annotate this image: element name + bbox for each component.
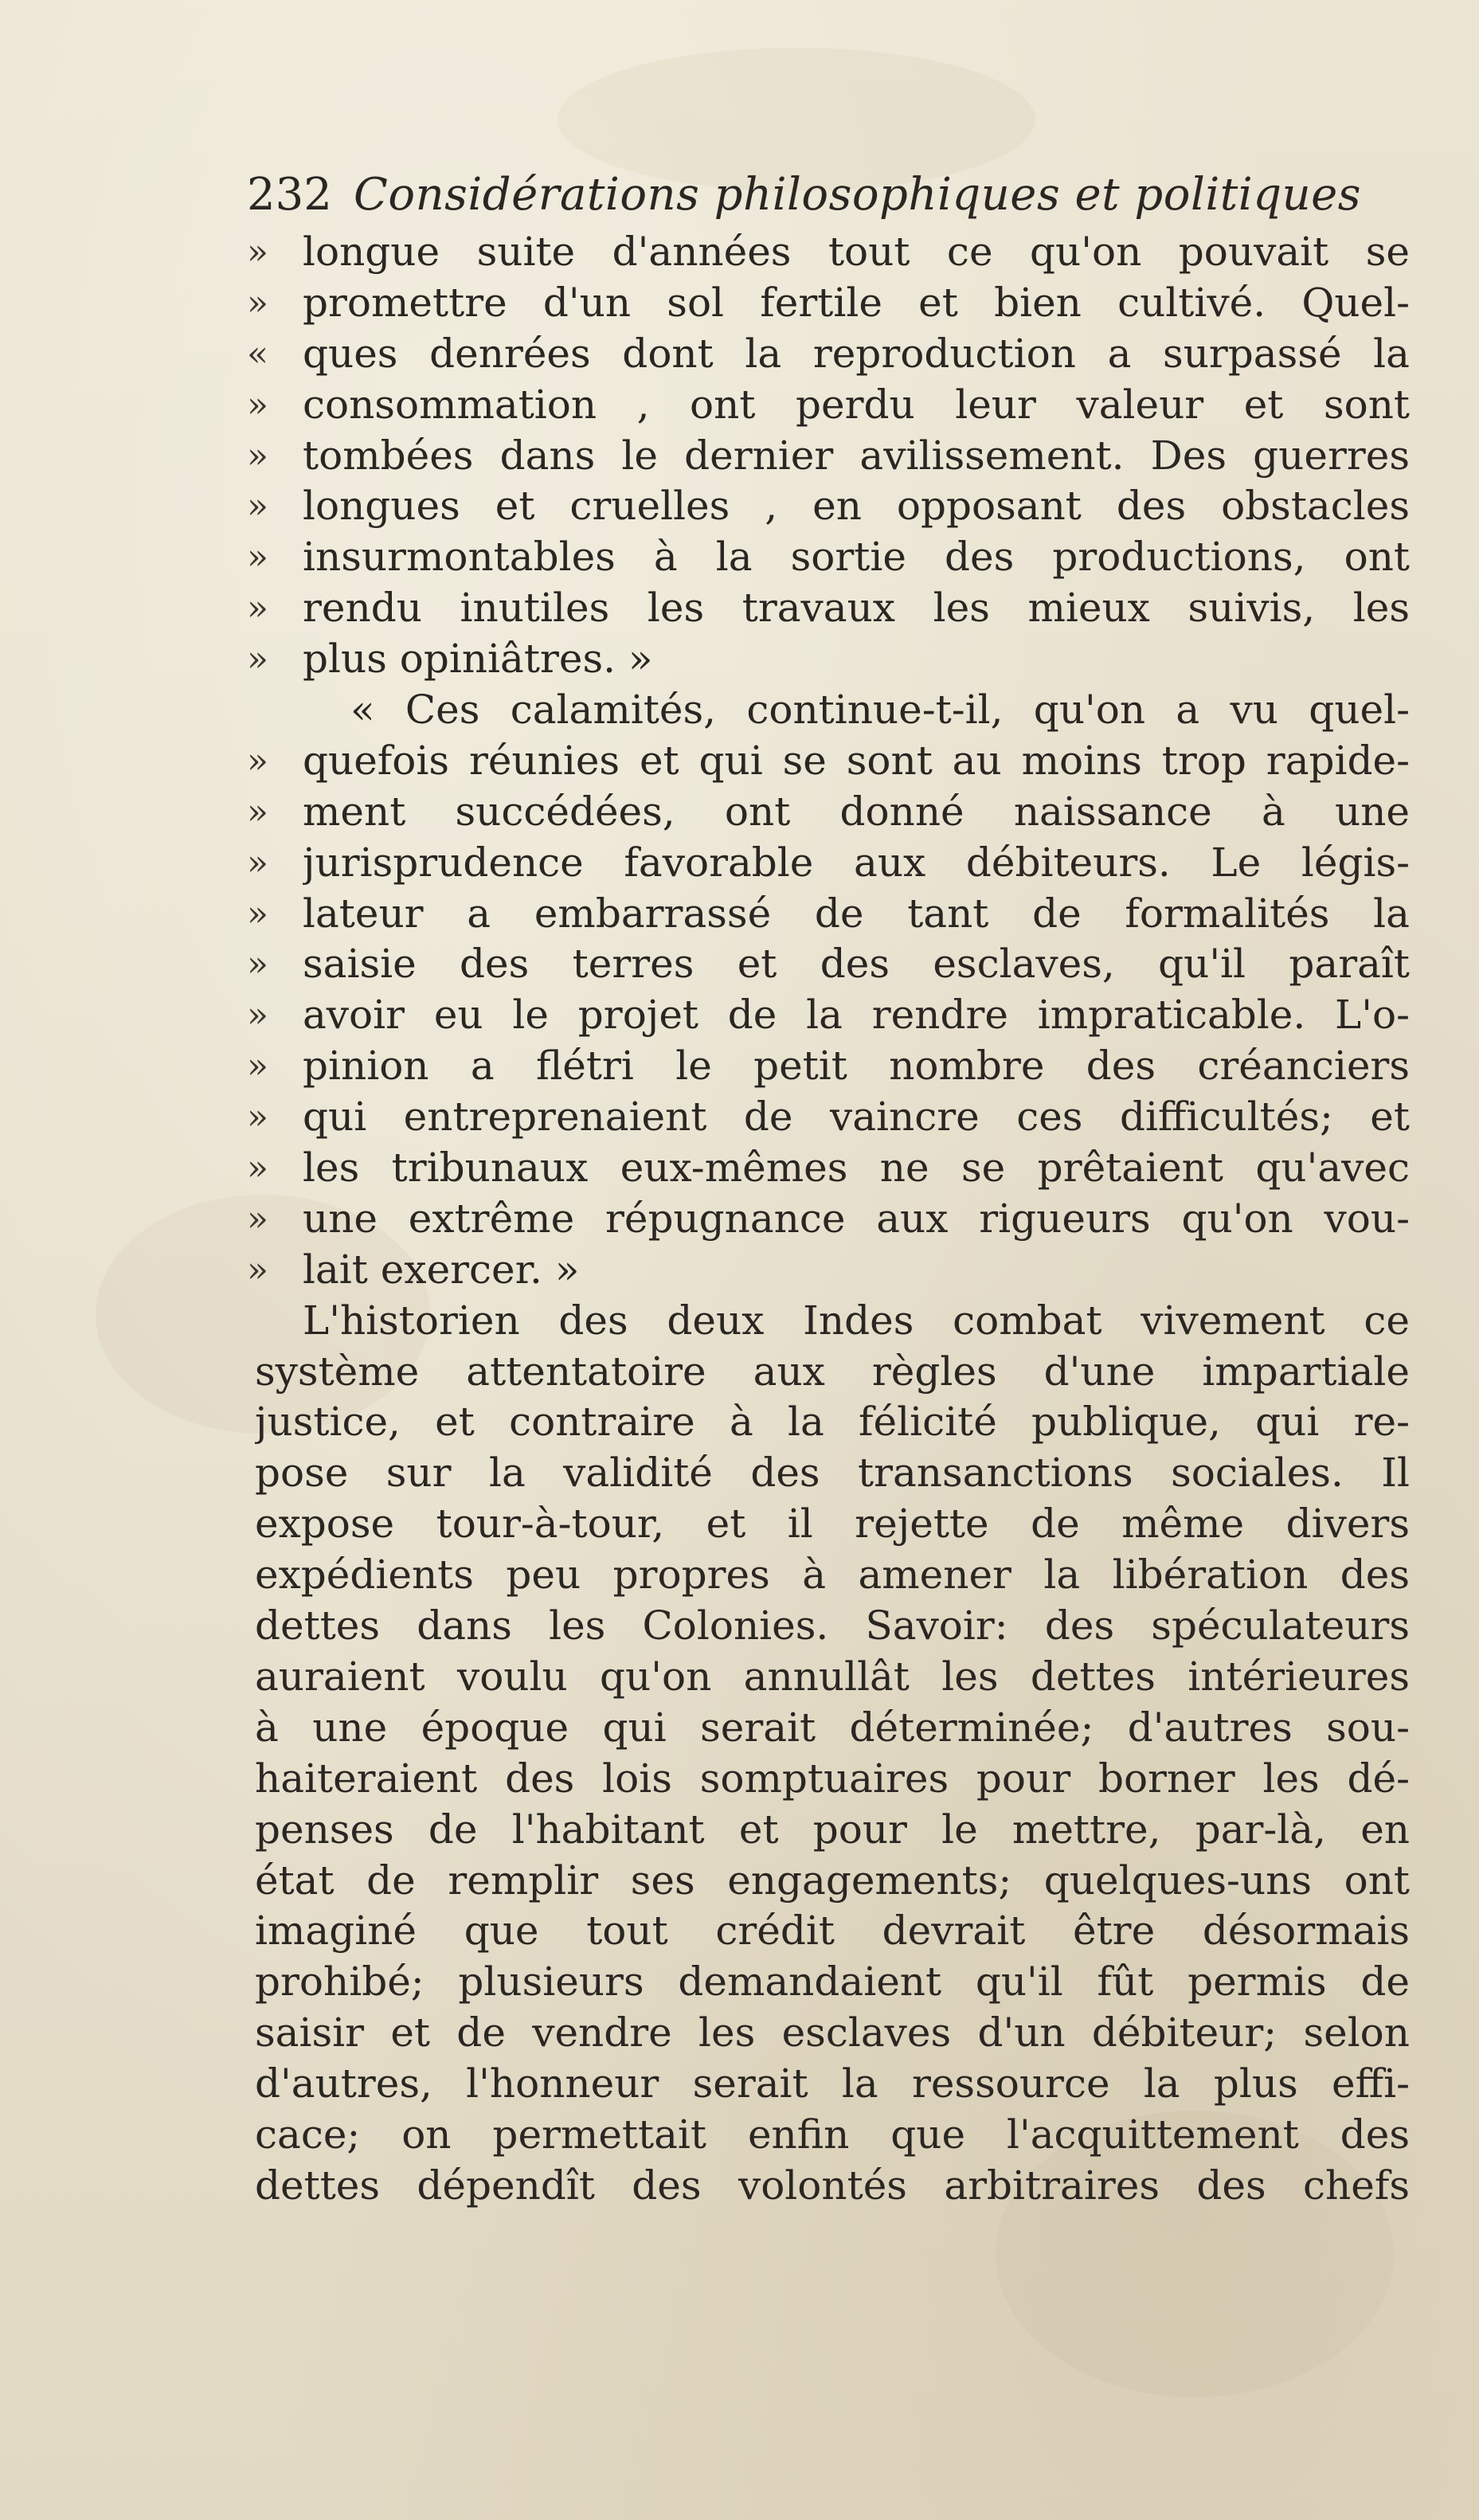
line-text: saisir et de vendre les esclaves d'un débiteur; selon	[255, 2009, 1410, 2056]
line-text: ques denrées dont la reproduction a surpassé la	[303, 330, 1410, 377]
text-line	[247, 838, 1410, 889]
text-line	[247, 2110, 1410, 2161]
line-text: une extrême répugnance aux rigueurs qu'on vou-	[303, 1195, 1410, 1242]
quote-mark: »	[247, 588, 268, 629]
text-line	[247, 227, 1410, 278]
line-text: dettes dépendît des volontés arbitraires des chefs	[255, 2162, 1410, 2209]
quote-mark: »	[247, 1097, 268, 1138]
quote-mark: »	[247, 486, 268, 527]
text-line	[247, 939, 1410, 990]
text-line	[247, 736, 1410, 787]
quote-mark: »	[247, 1148, 268, 1189]
quote-mark: »	[247, 435, 268, 476]
text-line	[247, 1092, 1410, 1143]
line-text: lait exercer. »	[303, 1246, 580, 1293]
line-text: consommation , ont perdu leur valeur et sont	[303, 381, 1410, 428]
line-text: insurmontables à la sortie des productions, ont	[303, 534, 1410, 581]
text-line	[247, 380, 1410, 431]
quote-mark: »	[247, 1249, 268, 1290]
text-line	[247, 1754, 1410, 1805]
text-line	[247, 685, 1410, 736]
line-text: quefois réunies et qui se sont au moins trop rapide-	[303, 737, 1410, 784]
line-text: promettre d'un sol fertile et bien cultivé. Quel-	[303, 279, 1410, 326]
text-line	[247, 2008, 1410, 2059]
text-line	[247, 431, 1410, 482]
line-text: avoir eu le projet de la rendre impraticable. L'o-	[303, 992, 1410, 1039]
line-text: qui entreprenaient de vaincre ces difficultés; et	[303, 1094, 1410, 1141]
text-line	[247, 634, 1410, 685]
line-text: rendu inutiles les travaux les mieux suivis, les	[303, 585, 1410, 632]
line-text: jurisprudence favorable aux débiteurs. Le légis-	[303, 839, 1410, 886]
quote-mark: »	[247, 791, 268, 832]
quote-mark: »	[247, 639, 268, 680]
line-text: ment succédées, ont donné naissance à une	[303, 788, 1410, 835]
quote-mark: »	[247, 995, 268, 1036]
text-line	[247, 532, 1410, 583]
line-text: les tribunaux eux-mêmes ne se prêtaient qu'avec	[303, 1145, 1410, 1192]
text-line	[247, 1601, 1410, 1652]
text-line	[247, 889, 1410, 940]
line-text: dettes dans les Colonies. Savoir: des spéculateurs	[255, 1602, 1410, 1649]
line-text: longues et cruelles , en opposant des obstacles	[303, 483, 1410, 530]
quote-mark: »	[247, 740, 268, 781]
quote-mark: »	[247, 842, 268, 883]
line-text: lateur a embarrassé de tant de formalités la	[303, 890, 1410, 937]
text-line	[247, 1652, 1410, 1703]
running-title: Considérations philosophiques et politiques	[354, 169, 1362, 221]
text-line	[247, 2161, 1410, 2212]
text-line	[247, 1906, 1410, 1957]
quote-mark: «	[247, 333, 268, 374]
text-line	[247, 1448, 1410, 1499]
text-line	[247, 481, 1410, 532]
text-line	[247, 1245, 1410, 1296]
line-text: état de remplir ses engagements; quelques-uns ont	[255, 1857, 1410, 1904]
text-line	[247, 329, 1410, 380]
line-text: expédients peu propres à amener la libération des	[255, 1552, 1410, 1598]
text-line	[247, 1194, 1410, 1245]
text-line	[247, 1296, 1410, 1347]
line-text: imaginé que tout crédit devrait être désormais	[255, 1908, 1410, 1955]
line-text: longue suite d'années tout ce qu'on pouvait se	[303, 229, 1410, 275]
quote-mark: »	[247, 944, 268, 985]
line-text: prohibé; plusieurs demandaient qu'il fût permis de	[255, 1958, 1410, 2005]
quote-mark: »	[247, 537, 268, 578]
text-line	[247, 1550, 1410, 1601]
text-line	[247, 2059, 1410, 2110]
page-text	[247, 163, 1410, 2212]
text-line	[247, 1143, 1410, 1194]
text-line	[247, 1703, 1410, 1754]
line-text: auraient voulu qu'on annullât les dettes intérieures	[255, 1653, 1410, 1700]
line-text: à une époque qui serait déterminée; d'autres sou-	[255, 1704, 1410, 1751]
line-text: cace; on permettait enfin que l'acquittement des	[255, 2111, 1410, 2158]
text-line	[247, 1397, 1410, 1448]
line-text: système attentatoire aux règles d'une impartiale	[255, 1348, 1410, 1395]
text-line	[247, 583, 1410, 634]
text-line	[247, 787, 1410, 838]
quote-mark: »	[247, 232, 268, 272]
line-text: penses de l'habitant et pour le mettre, par-là, en	[255, 1806, 1410, 1853]
page-header	[247, 163, 1410, 227]
text-line	[247, 1856, 1410, 1907]
line-text: expose tour-à-tour, et il rejette de même divers	[255, 1501, 1410, 1548]
text-line	[247, 278, 1410, 329]
line-text: pose sur la validité des transanctions sociales. Il	[255, 1450, 1410, 1497]
line-text: justice, et contraire à la félicité publique, qui re-	[255, 1399, 1410, 1446]
line-text: tombées dans le dernier avilissement. Des guerres	[303, 432, 1410, 479]
quote-mark: »	[247, 1046, 268, 1087]
text-line	[247, 1805, 1410, 1856]
page-number: 232	[247, 169, 332, 221]
line-text: d'autres, l'honneur serait la ressource la plus effi-	[255, 2060, 1410, 2107]
quote-mark: »	[247, 384, 268, 425]
text-line	[247, 1041, 1410, 1092]
text-line	[247, 1347, 1410, 1398]
line-text: pinion a flétri le petit nombre des créanciers	[303, 1043, 1410, 1090]
line-text: haiteraient des lois somptuaires pour borner les dé-	[255, 1755, 1410, 1802]
quote-mark: »	[247, 1198, 268, 1239]
text-line	[247, 1957, 1410, 2008]
text-line	[247, 990, 1410, 1041]
line-text: plus opiniâtres. »	[303, 636, 653, 683]
line-text: L'historien des deux Indes combat vivement ce	[303, 1297, 1410, 1344]
quote-mark: »	[247, 282, 268, 323]
line-text: « Ces calamités, continue-t-il, qu'on a vu quel-	[350, 687, 1410, 734]
quote-mark: »	[247, 893, 268, 934]
text-line	[247, 1499, 1410, 1550]
line-text: saisie des terres et des esclaves, qu'il paraît	[303, 941, 1410, 988]
